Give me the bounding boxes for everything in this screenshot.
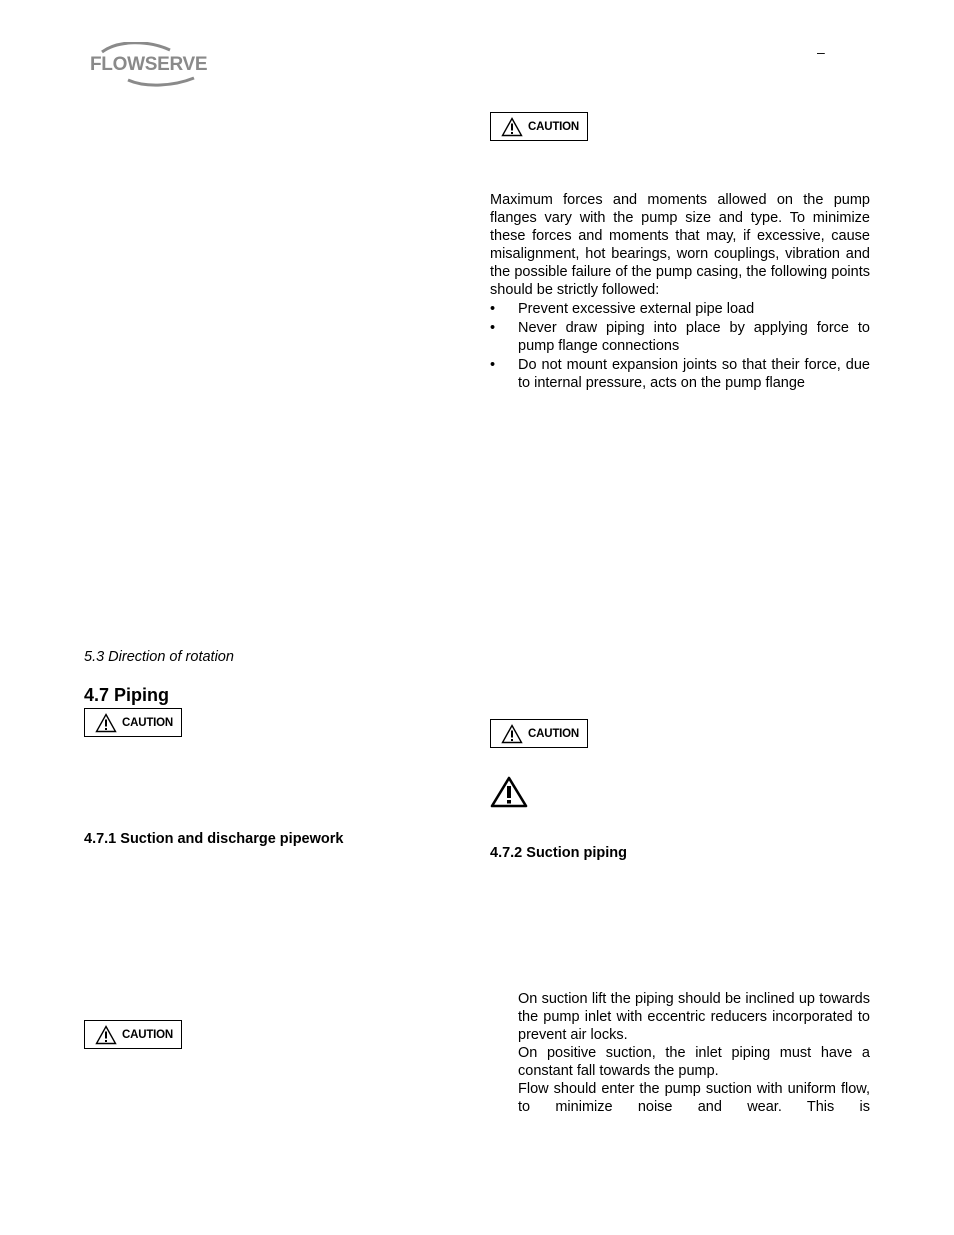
warning-triangle-icon (95, 713, 117, 733)
caution-label: CAUTION (122, 1028, 173, 1041)
caution-badge (490, 719, 588, 748)
piping-rules-list (490, 300, 870, 393)
caution-label: CAUTION (122, 716, 173, 729)
caution-badge (490, 112, 588, 141)
direction-of-rotation-ref: 5.3 Direction of rotation (84, 649, 234, 665)
guidance-line: On positive suction, the inlet piping must have a constant fall towards the pump. (518, 1045, 870, 1079)
warning-triangle-icon (501, 117, 523, 137)
list-item: • Prevent excessive external pipe load (490, 300, 870, 318)
suction-piping-guidance (518, 990, 870, 1116)
page-marker: – (817, 44, 825, 60)
list-item: • Do not mount expansion joints so that their force, due to internal pressure, acts on the pump flange (490, 356, 870, 392)
warning-triangle-icon (501, 724, 523, 744)
flowserve-logo (88, 42, 206, 88)
list-item: • Never draw piping into place by applying force to pump flange connections (490, 319, 870, 355)
section-heading-piping: 4.7 Piping (84, 685, 170, 705)
caution-badge (84, 1020, 182, 1049)
subsection-heading-suction-piping: 4.7.2 Suction piping (490, 845, 627, 861)
caution-label: CAUTION (528, 120, 579, 133)
subsection-heading-suction-discharge: 4.7.1 Suction and discharge pipework (84, 831, 344, 847)
logo-text: FLOWSERVE (90, 54, 208, 75)
caution-badge (84, 708, 182, 737)
guidance-line: On suction lift the piping should be inclined up towards the pump inlet with eccentric reducers incorporated to prevent air locks. (518, 991, 870, 1043)
flange-loads-paragraph: Maximum forces and moments allowed on the pump flanges vary with the pump size and type. To minimize these forces and moments that may, if excessive, cause misalignment, hot bearings, worn couplings, vibration and the possible failure of the pump casing, the following points should be strictly followed: (490, 192, 870, 298)
warning-triangle-icon (95, 1025, 117, 1045)
hazard-warning-icon (490, 776, 528, 808)
guidance-line: Flow should enter the pump suction with uniform flow, to minimize noise and wear. This is (518, 1081, 870, 1115)
caution-label: CAUTION (528, 727, 579, 740)
